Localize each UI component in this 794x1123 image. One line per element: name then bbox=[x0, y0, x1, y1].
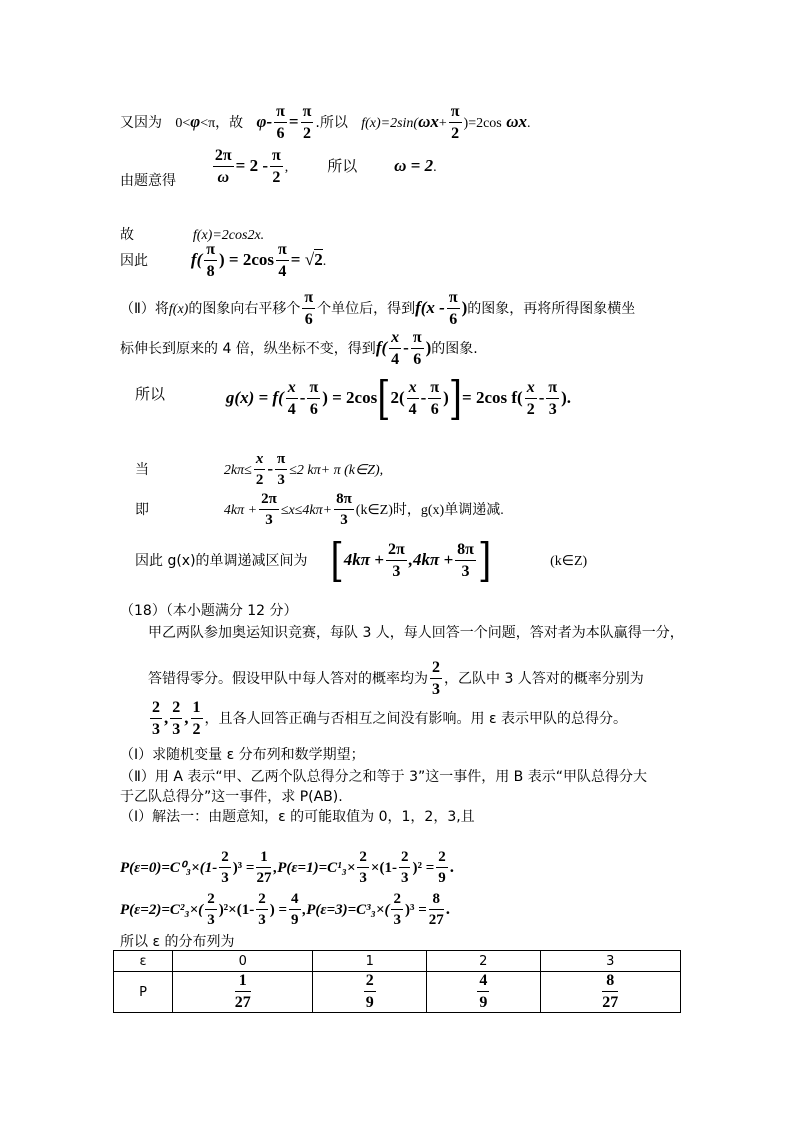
line-2: 由题意得 $\frac{2\pi}{\omega}$ = 2 - $\frac{\pi}{2}$ , 所以 ω = 2. bbox=[120, 147, 437, 189]
question-2: （Ⅱ）用 A 表示“甲、乙两个队总得分之和等于 3”这一事件，用 B 表示“甲队总得分大 bbox=[120, 769, 647, 785]
fraction-pi-over-2: $\frac{\pi}{2}$ bbox=[302, 103, 312, 142]
problem-text-2: 答错得零分。假设甲队中每人答对的概率均为 $\frac{2}{3}$ ，乙队中 3 人答对的概率分别为 bbox=[148, 659, 644, 698]
line-6: 标伸长到原来的 4 倍，纵坐标不变，得到f( $\frac{x}{4}$ - $\frac{\pi}{6}$ )的图象. bbox=[120, 329, 478, 368]
table-cell: $\frac{4}{9}$ bbox=[427, 972, 541, 1013]
probability-line-2: P(ε=2)=C²₃×( $\frac{2}{3}$ )²×(1- $\frac{2}{3}$ ) = $\frac{4}{9}$ ,P(ε=3)=C³₃×( $\frac{2}{3}$ )³ = $\frac{8}{27}$ . bbox=[120, 891, 450, 928]
distribution-caption: 所以 ε 的分布列为 bbox=[120, 934, 235, 950]
table-header-cell: 1 bbox=[313, 951, 427, 972]
line-10: 因此 g(x)的单调递减区间为 [4kπ + $\frac{2\pi}{3}$ ,4kπ + $\frac{8\pi}{3}$ ] (k∈Z) bbox=[135, 534, 588, 588]
problem-text-3: $\frac{2}{3}$ , $\frac{2}{3}$ , $\frac{1}{2}$ ，且各人回答正确与否相互之间没有影响。用 ε 表示甲队的总得分。 bbox=[152, 699, 627, 738]
line-9: 即 4kπ + $\frac{2\pi}{3}$ ≤x≤4kπ+ $\frac{8\pi}{3}$ (k∈Z)时，g(x)单调递减. bbox=[135, 491, 504, 528]
table-header-row bbox=[114, 951, 681, 972]
table-row bbox=[114, 972, 681, 1013]
table-cell: $\frac{8}{27}$ bbox=[540, 972, 680, 1013]
table-header-cell: ε bbox=[114, 951, 173, 972]
line-4: 因此 f( $\frac{\pi}{8}$ ) = 2cos $\frac{\pi}{4}$ = √2. bbox=[120, 241, 327, 280]
fraction-pi-over-6: $\frac{\pi}{6}$ bbox=[276, 103, 285, 142]
probability-line-1: P(ε=0)=C⁰₃×(1- $\frac{2}{3}$ )³ = $\frac{1}{27}$ ,P(ε=1)=C¹₃× $\frac{2}{3}$ ×(1- $\frac{2}{3}$ )² = $\frac{2}{9}$ . bbox=[120, 849, 455, 886]
table-cell: $\frac{2}{9}$ bbox=[313, 972, 427, 1013]
table-row-label: P bbox=[114, 972, 173, 1013]
sqrt-symbol: √2 bbox=[304, 250, 323, 269]
problem-18-heading: （18）（本小题满分 12 分） bbox=[120, 603, 298, 619]
table-cell: $\frac{1}{27}$ bbox=[173, 972, 313, 1013]
table-header-cell: 2 bbox=[427, 951, 541, 972]
line-8: 当 2kπ≤ $\frac{x}{2}$ - $\frac{\pi}{3}$ ≤2 kπ+ π (k∈Z), bbox=[135, 451, 384, 488]
line-3: 故 f(x)=2cos2x. bbox=[120, 227, 265, 243]
line-5: （Ⅱ）将f(x)的图象向右平移个 $\frac{\pi}{6}$ 个单位后，得到f(x - $\frac{\pi}{6}$ )的图象，再将所得图象横坐 bbox=[120, 289, 636, 328]
table-header-cell: 0 bbox=[173, 951, 313, 972]
distribution-table bbox=[113, 950, 681, 1013]
line-7: 所以 g(x) = f( $\frac{x}{4}$ - $\frac{\pi}{6}$ ) = 2cos[2( $\frac{x}{4}$ - $\frac{\pi}{6}$ )]= 2cos f( $\frac{x}{2}$ - $\frac{\pi}{3}$ ). bbox=[135, 372, 572, 426]
solution-intro: （Ⅰ）解法一：由题意知，ε 的可能取值为 0，1，2，3,且 bbox=[120, 809, 475, 825]
problem-text-1: 甲乙两队参加奥运知识竞赛，每队 3 人，每人回答一个问题，答对者为本队赢得一分， bbox=[148, 625, 684, 641]
table-header-cell: 3 bbox=[540, 951, 680, 972]
line-1: 又因为 0<φ<π，故 φ- $\frac{\pi}{6}$ = $\frac{\pi}{2}$ .所以 f(x)=2sin(ωx+ $\frac{\pi}{2}$ )=2cos ωx. bbox=[120, 103, 531, 142]
question-2-cont: 于乙队总得分”这一事件，求 P(AB). bbox=[120, 789, 343, 805]
fraction-2pi-over-omega: $\frac{2\pi}{\omega}$ bbox=[214, 147, 232, 186]
question-1: （Ⅰ）求随机变量 ε 分布列和数学期望； bbox=[120, 747, 365, 763]
